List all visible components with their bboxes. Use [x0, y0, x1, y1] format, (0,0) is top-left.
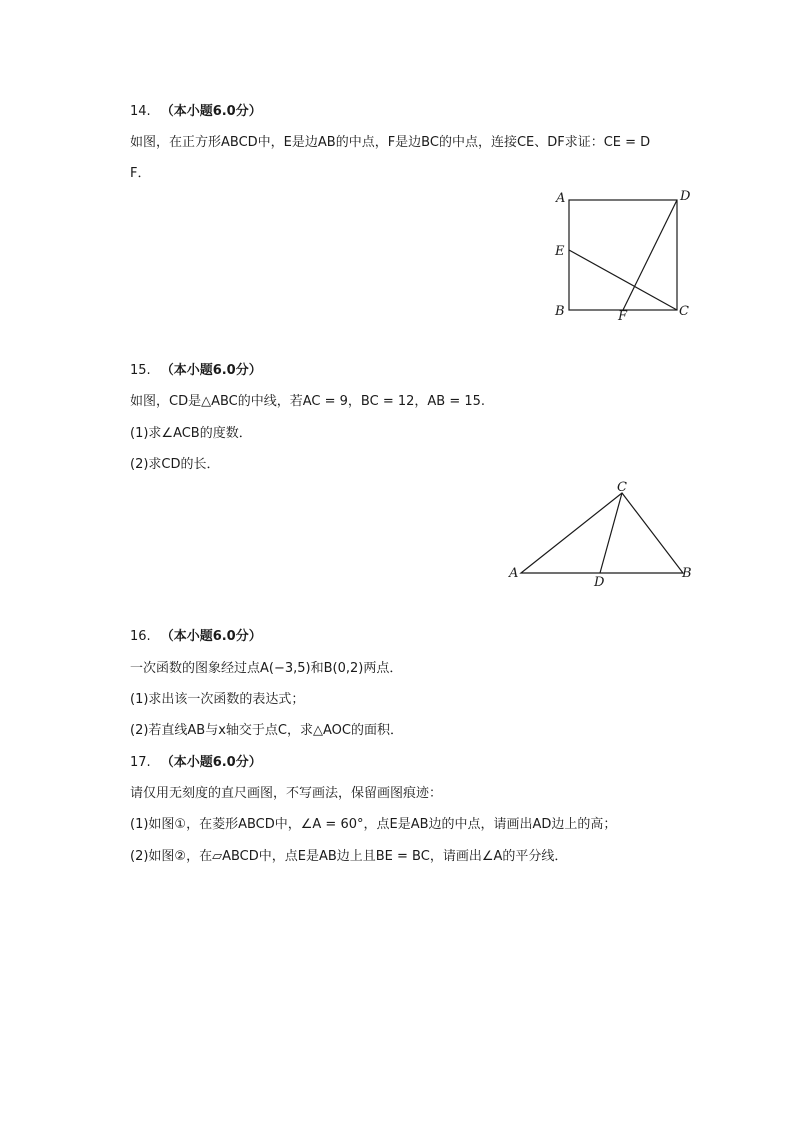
label-d: D: [680, 189, 691, 204]
label-b: B: [682, 566, 692, 581]
q17-number: 17.: [130, 755, 151, 770]
q15-triangle-figure: [505, 480, 705, 590]
q17-part1: (1)如图①，在菱形ABCD中，∠A = 60°，点E是AB边的中点，请画出AD边上的高；: [130, 817, 617, 832]
q16-header: [130, 628, 262, 646]
square-abcd: [569, 200, 677, 310]
q14-number: 14.: [130, 104, 151, 119]
segment-df: [623, 200, 677, 310]
q16-points: （本小题6.0分）: [160, 629, 262, 644]
q15-part2: (2)求CD的长．: [130, 457, 220, 472]
q15-number: 15.: [130, 363, 151, 378]
q14-text-line1: 如图，在正方形ABCD中，E是边AB的中点，F是边BC的中点，连接CE、DF求证：CE = D: [130, 135, 651, 150]
q15-text-line1: 如图，CD是△ABC的中线，若AC = 9，BC = 12，AB = 15.: [130, 394, 486, 409]
segment-ec: [569, 250, 677, 310]
q14-text-line2: F．: [130, 166, 151, 181]
q16-part1: (1)求出该一次函数的表达式；: [130, 692, 305, 707]
label-c: C: [679, 304, 689, 319]
q16-number: 16.: [130, 629, 151, 644]
q17-points: （本小题6.0分）: [160, 755, 262, 770]
triangle-abc: [521, 493, 683, 573]
segment-cd: [600, 493, 622, 573]
q15-header: [130, 362, 262, 380]
q17-header: [130, 754, 262, 772]
label-c: C: [617, 480, 627, 495]
q14-points: （本小题6.0分）: [160, 104, 262, 119]
q15-part1: (1)求∠ACB的度数．: [130, 426, 252, 441]
q14-square-figure: [545, 188, 705, 323]
label-f: F: [618, 309, 628, 323]
label-d: D: [594, 575, 605, 590]
q14-header: [130, 103, 262, 121]
label-e: E: [555, 244, 565, 259]
q16-part2: (2)若直线AB与x轴交于点C，求△AOC的面积．: [130, 723, 403, 738]
q16-text-line1: 一次函数的图象经过点A(−3,5)和B(0,2)两点．: [130, 661, 403, 676]
q17-part2: (2)如图②，在▱ABCD中，点E是AB边上且BE = BC，请画出∠A的平分线．: [130, 849, 568, 864]
label-a: A: [509, 566, 519, 581]
label-b: B: [555, 304, 565, 319]
q17-text-line1: 请仅用无刻度的直尺画图，不写画法，保留画图痕迹：: [130, 786, 443, 801]
q15-points: （本小题6.0分）: [160, 363, 262, 378]
label-a: A: [556, 191, 566, 206]
